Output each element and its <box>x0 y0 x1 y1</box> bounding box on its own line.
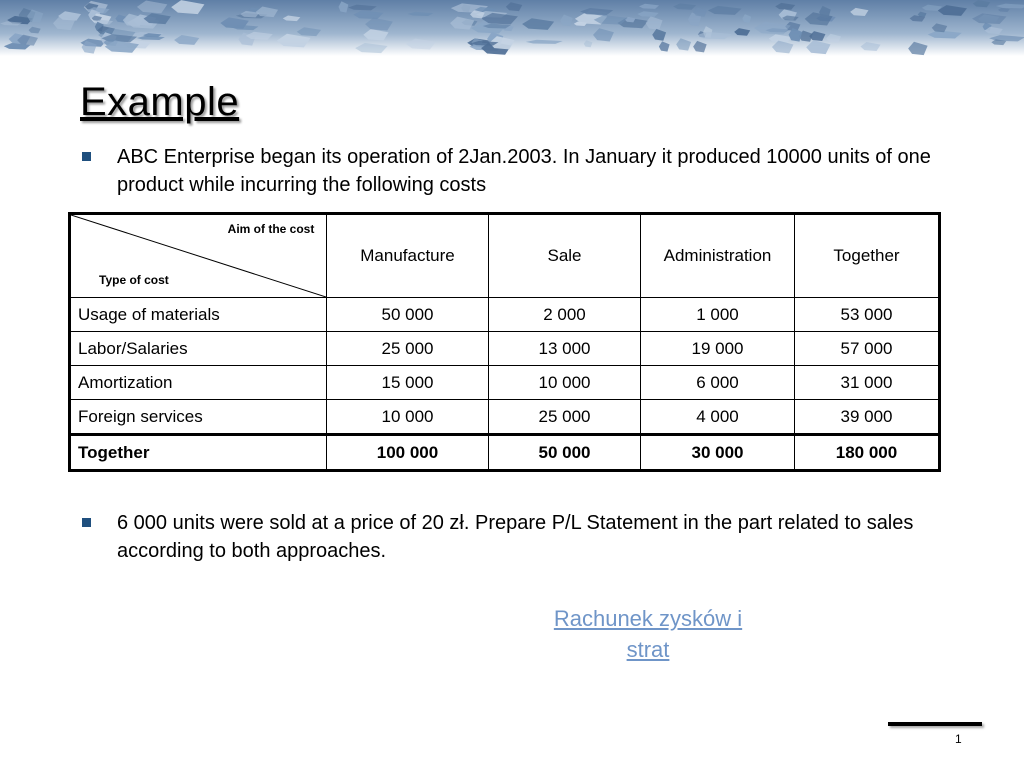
square-bullet-icon <box>82 152 91 161</box>
bullet-task-text: 6 000 units were sold at a price of 20 zł. Prepare P/L Statement in the part related to sales according to both approaches. <box>117 512 914 562</box>
slide-title: Example <box>80 80 240 124</box>
table-total-row <box>70 435 940 471</box>
column-header-sale: Sale <box>489 214 641 298</box>
cell-value: 50 000 <box>489 435 641 471</box>
cell-value: 4 000 <box>641 400 795 435</box>
table-header-row <box>70 214 940 298</box>
cell-value: 1 000 <box>641 298 795 332</box>
table-row <box>70 298 940 332</box>
column-header-together: Together <box>795 214 940 298</box>
corner-aim-label: Aim of the cost <box>227 222 315 236</box>
column-header-administration: Administration <box>641 214 795 298</box>
cell-value: 2 000 <box>489 298 641 332</box>
cell-value: 57 000 <box>795 332 940 366</box>
page-number: 1 <box>955 732 962 746</box>
cell-value: 15 000 <box>327 366 489 400</box>
row-label: Usage of materials <box>70 298 327 332</box>
cell-value: 19 000 <box>641 332 795 366</box>
table-corner-cell <box>70 214 327 298</box>
cell-value: 30 000 <box>641 435 795 471</box>
profit-loss-link[interactable]: Rachunek zysków i strat <box>553 606 743 662</box>
table-row <box>70 366 940 400</box>
row-label: Labor/Salaries <box>70 332 327 366</box>
cell-value: 13 000 <box>489 332 641 366</box>
cell-value: 10 000 <box>489 366 641 400</box>
row-label: Amortization <box>70 366 327 400</box>
square-bullet-icon <box>82 518 91 527</box>
table-row <box>70 332 940 366</box>
column-header-manufacture: Manufacture <box>327 214 489 298</box>
bullet-task <box>82 509 914 569</box>
table-row <box>70 400 940 435</box>
cell-value: 6 000 <box>641 366 795 400</box>
cell-value: 100 000 <box>327 435 489 471</box>
corner-type-label: Type of cost <box>99 273 169 287</box>
row-label: Foreign services <box>70 400 327 435</box>
bullet-intro-text: ABC Enterprise began its operation of 2Jan.2003. In January it produced 10000 units of one product while incurring the following costs <box>117 146 931 196</box>
row-label: Together <box>70 435 327 471</box>
cell-value: 25 000 <box>489 400 641 435</box>
cell-value: 50 000 <box>327 298 489 332</box>
decorative-banner <box>0 0 1024 56</box>
cell-value: 39 000 <box>795 400 940 435</box>
cell-value: 10 000 <box>327 400 489 435</box>
footer-line <box>888 722 982 726</box>
cell-value: 25 000 <box>327 332 489 366</box>
banner-texture <box>0 0 1024 56</box>
cell-value: 180 000 <box>795 435 940 471</box>
bullet-intro <box>82 143 931 203</box>
cost-table <box>68 212 941 472</box>
cell-value: 31 000 <box>795 366 940 400</box>
cell-value: 53 000 <box>795 298 940 332</box>
